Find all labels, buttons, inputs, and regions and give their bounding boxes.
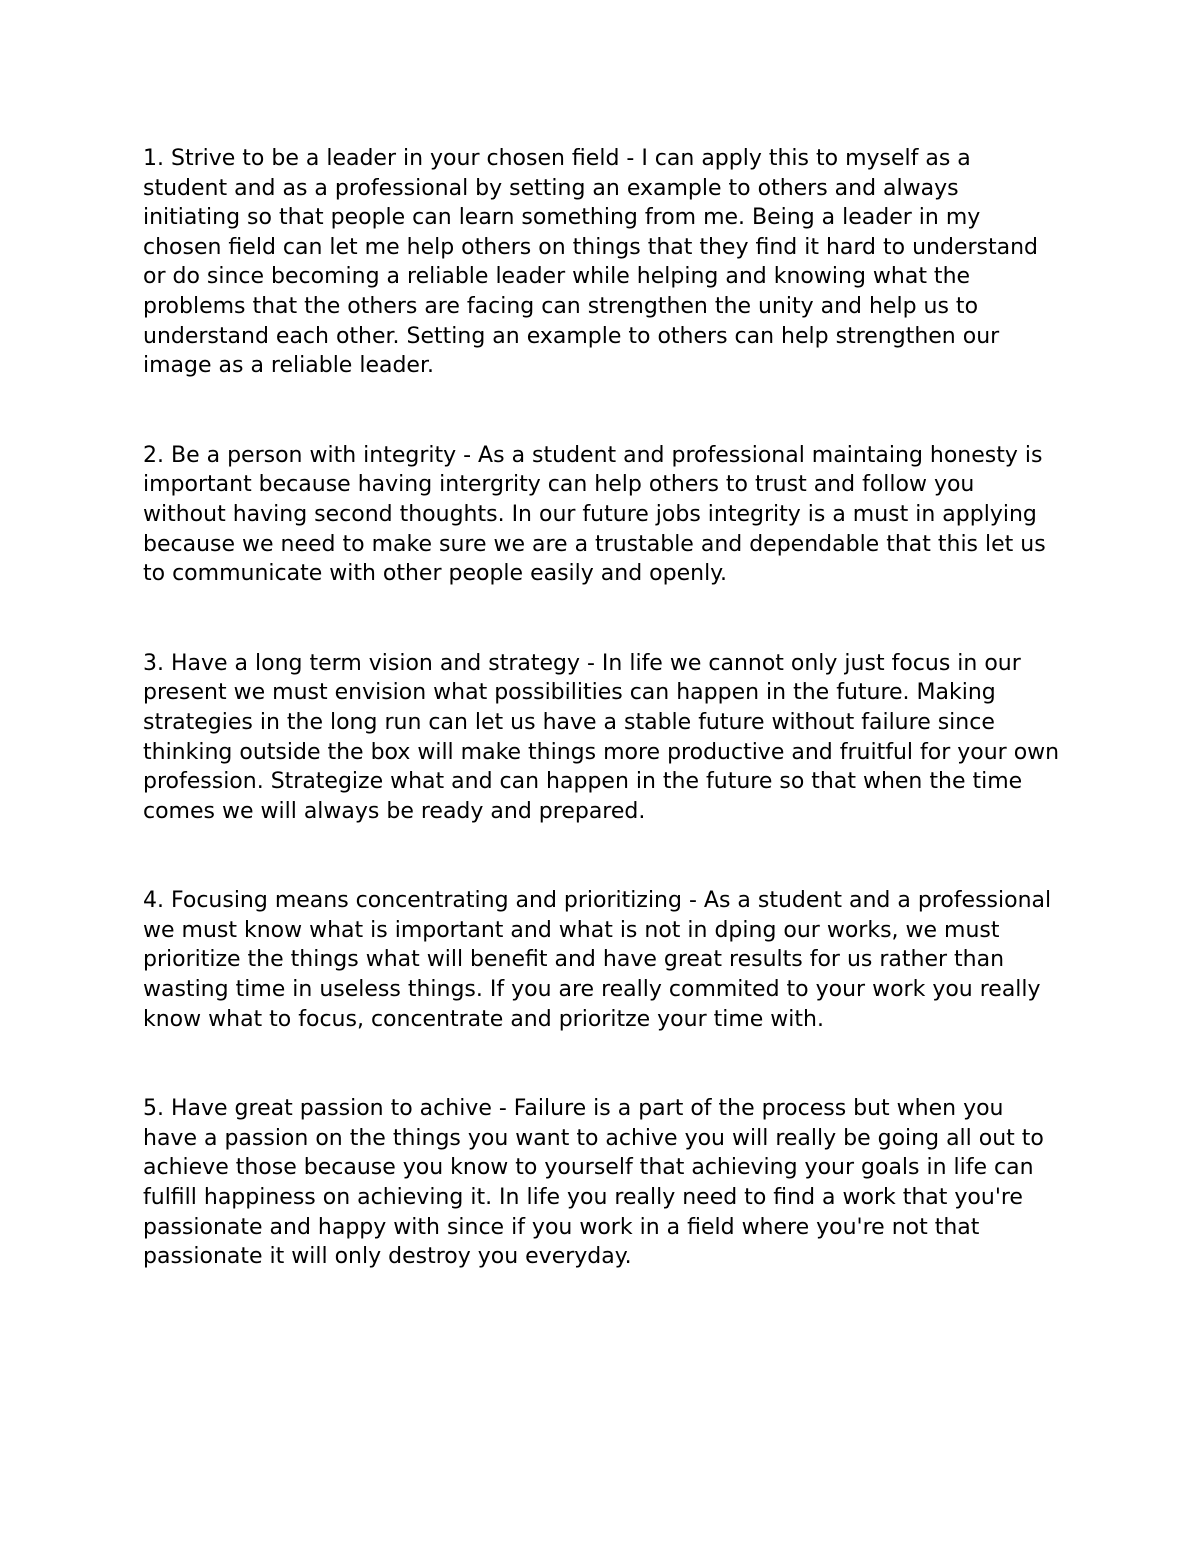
paragraph-3: 3. Have a long term vision and strategy - In life we cannot only just focus in our present we must envision what possibilities can happen in the future. Making strategies in the long run can let us have a stable future without failure since thinking outside the box will make things more productive and fruitful for your own profession. Strategize what and can happen in the future so that when the time comes we will always be ready and prepared.: [143, 650, 1060, 824]
paragraph-5: 5. Have great passion to achive - Failure is a part of the process but when you have a passion on the things you want to achive you will really be going all out to achieve those because you know to yourself that achieving your goals in life can fulfill happiness on achieving it. In life you really need to find a work that you're passionate and happy with since if you work in a field where you're not that passionate it will only destroy you everyday.: [143, 1096, 1044, 1270]
paragraph-1: 1. Strive to be a leader in your chosen field - I can apply this to myself as a student and as a professional by setting an example to others and always initiating so that people can learn something from me. Being a leader in my chosen field can let me help others on things that they find it hard to understand or do since becoming a reliable leader while helping and knowing what the problems that the others are facing can strengthen the unity and help us to understand each other. Setting an example to others can help strengthen our image as a reliable leader.: [143, 146, 1038, 379]
paragraph-2: 2. Be a person with integrity - As a student and professional maintaing honesty is important because having intergrity can help others to trust and follow you without having second thoughts. In our future jobs integrity is a must in applying because we need to make sure we are a trustable and dependable that this let us to communicate with other people easily and openly.: [143, 442, 1046, 587]
paragraph-4: 4. Focusing means concentrating and prioritizing - As a student and a professional we must know what is important and what is not in dping our works, we must prioritize the things what will benefit and have great results for us rather than wasting time in useless things. If you are really commited to your work you really know what to focus, concentrate and prioritze your time with.: [143, 888, 1052, 1032]
